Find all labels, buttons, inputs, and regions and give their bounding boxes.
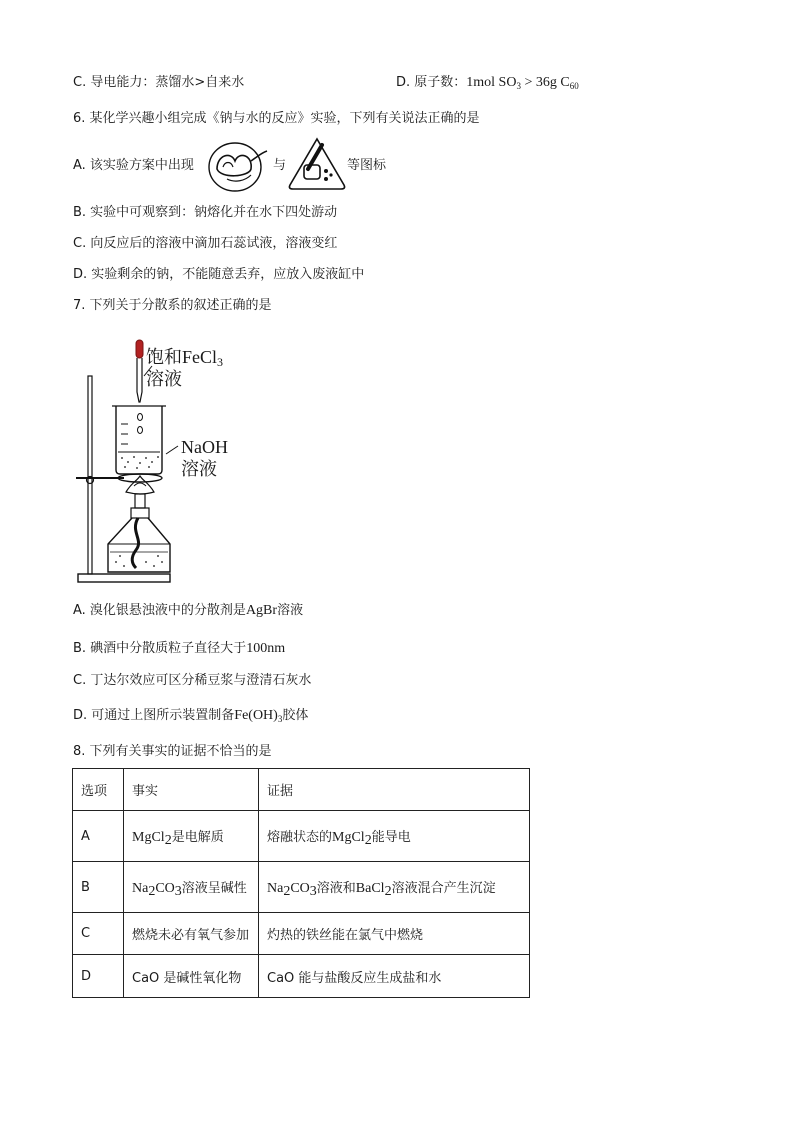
header-option: 选项 <box>73 769 124 811</box>
q5-option-d: D. 原子数：1mol $SO_3 > 36g$ $C_{60}$ <box>396 75 579 91</box>
table-row: C 燃烧未必有氧气参加 灼热的铁丝能在氯气中燃烧 <box>73 913 530 955</box>
q7-option-c: C. 丁达尔效应可区分稀豆浆与澄清石灰水 <box>73 673 312 688</box>
q6-option-a-suffix: 等图标 <box>347 158 387 173</box>
q5-option-c: C. 导电能力：蒸馏水>自来水 <box>73 75 245 90</box>
q7-option-d: D. 可通过上图所示装置制备$Fe(OH)_3$胶体 <box>73 708 309 724</box>
table-row: B $Na_2CO_3$溶液呈碱性 $Na_2CO_3$溶液和BaCl$_2$溶液混合产生沉淀 <box>73 862 530 913</box>
q6-option-c: C. 向反应后的溶液中滴加石蕊试液，溶液变红 <box>73 236 338 251</box>
table-header-row <box>73 769 530 811</box>
fecl3-label: 饱和FeCl$_3$ 溶液 <box>146 347 224 389</box>
q7-option-a: A. 溴化银悬浊液中的分散剂是AgBr溶液 <box>73 603 304 618</box>
q6-option-b: B. 实验中可观察到：钠熔化并在水下四处游动 <box>73 205 338 220</box>
q6-stem: 6. 某化学兴趣小组完成《钠与水的反应》实验，下列有关说法正确的是 <box>73 111 480 126</box>
header-evidence: 证据 <box>259 769 530 811</box>
q7-option-b: B. 碘酒中分散质粒子直径大于100nm <box>73 641 286 656</box>
q6-option-d: D. 实验剩余的钠，不能随意丢弃，应放入废液缸中 <box>73 267 365 282</box>
table-row: A MgCl$_2$是电解质 熔融状态的MgCl$_2$能导电 <box>73 811 530 862</box>
q6-option-a: A. 该实验方案中出现 <box>73 158 194 173</box>
heating-icon <box>205 139 269 193</box>
formula: 1mol $SO_3 > 36g$ $C_{60}$ <box>466 75 579 91</box>
table-row: D CaO 是碱性氧化物 CaO 能与盐酸反应生成盐和水 <box>73 955 530 998</box>
evidence-table <box>72 768 530 998</box>
header-fact: 事实 <box>124 769 259 811</box>
q7-stem: 7. 下列关于分散系的叙述正确的是 <box>73 298 272 313</box>
naoh-label: NaOH 溶液 <box>181 437 228 479</box>
q6-option-a-mid: 与 <box>273 158 287 173</box>
lab-safety-triangle-icon <box>286 135 348 191</box>
q8-stem: 8. 下列有关事实的证据不恰当的是 <box>73 744 272 759</box>
